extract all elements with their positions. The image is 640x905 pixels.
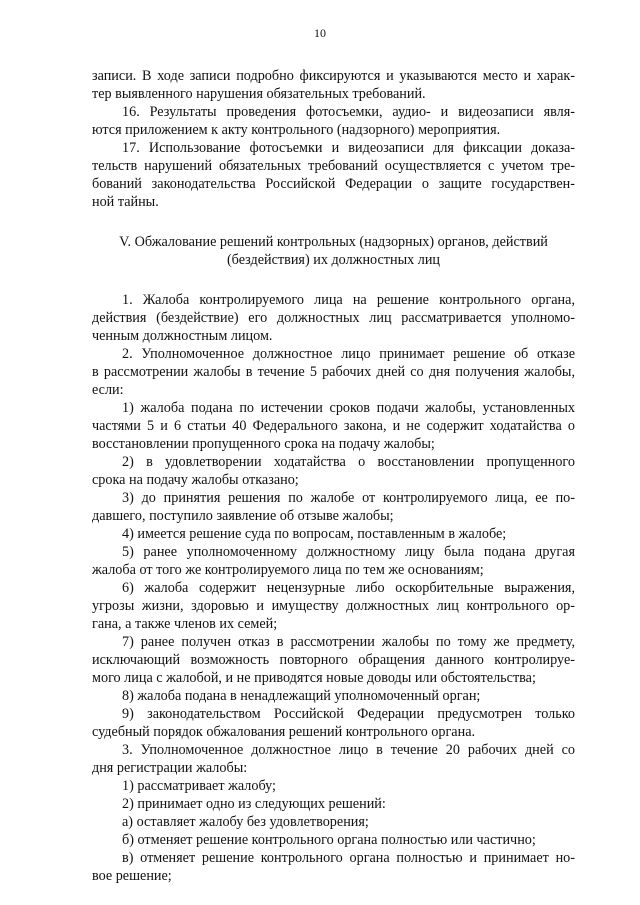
text-line: тельств нарушений обязательных требований осуществляется с учетом тре- <box>92 158 575 174</box>
text-line: срока на подачу жалобы отказано; <box>92 472 299 488</box>
text-line: 3) до принятия решения по жалобе от контролируемого лица, ее по- <box>122 490 575 506</box>
paragraph <box>92 705 575 741</box>
paragraph <box>92 67 575 103</box>
paragraph <box>92 633 575 687</box>
text-line: 2) в удовлетворении ходатайства о восстановлении пропущенного <box>122 454 575 470</box>
text-line: в рассмотрении жалобы в течение 5 рабочих дней со дня получения жалобы, <box>92 364 575 380</box>
text-line: 16. Результаты проведения фотосъемки, аудио- и видеозаписи явля- <box>122 104 575 120</box>
text-line: 17. Использование фотосъемки и видеозаписи для фиксации доказа- <box>122 140 575 156</box>
paragraph <box>92 687 575 705</box>
paragraph <box>92 139 575 211</box>
text-line: 4) имеется решение суда по вопросам, поставленным в жалобе; <box>122 526 507 542</box>
paragraph <box>92 813 575 831</box>
text-line: тер выявленного нарушения обязательных требований. <box>92 86 426 102</box>
text-line: мого лица с жалобой, и не приводятся новые доводы или обстоятельства; <box>92 670 536 686</box>
text-line: 2. Уполномоченное должностное лицо принимает решение об отказе <box>122 346 575 362</box>
text-line: ченным должностным лицом. <box>92 328 273 344</box>
text-line: а) оставляет жалобу без удовлетворения; <box>122 814 369 830</box>
text-line: давшего, поступило заявление об отзыве жалобы; <box>92 508 394 524</box>
text-line: восстановлении пропущенного срока на подачу жалобы; <box>92 436 435 452</box>
text-line: б) отменяет решение контрольного органа полностью или частично; <box>122 832 536 848</box>
text-line: 2) принимает одно из следующих решений: <box>122 796 386 812</box>
text-line: 3. Уполномоченное должностное лицо в течение 20 рабочих дней со <box>122 742 575 758</box>
text-line: гана, а также членов их семей; <box>92 616 278 632</box>
text-line: 1. Жалоба контролируемого лица на решение контрольного органа, <box>122 292 575 308</box>
page-number: 10 <box>314 26 326 40</box>
text-line: ной тайны. <box>92 194 159 210</box>
paragraph <box>92 543 575 579</box>
text-line: 7) ранее получен отказ в рассмотрении жалобы по тому же предмету, <box>122 634 575 650</box>
text-line: 9) законодательством Российской Федерации предусмотрен только <box>122 706 575 722</box>
paragraph <box>92 291 575 345</box>
text-line: судебный порядок обжалования решений контрольного органа. <box>92 724 476 740</box>
text-line: 5) ранее уполномоченному должностному лицу была подана другая <box>122 544 575 560</box>
paragraph <box>92 795 575 813</box>
text-line: ются приложением к акту контрольного (надзорного) мероприятия. <box>92 122 501 138</box>
text-line: исключающий возможность повторного обращения данного контролируе- <box>92 652 575 668</box>
section-heading <box>92 233 575 269</box>
text-line: действия (бездействие) его должностных лиц рассматривается уполномо- <box>92 310 575 326</box>
text-line: жалоба от того же контролируемого лица по тем же основаниям; <box>92 562 484 578</box>
text-line: в) отменяет решение контрольного органа полностью и принимает но- <box>122 850 575 866</box>
paragraph <box>92 103 575 139</box>
paragraph <box>92 345 575 399</box>
text-line: 1) жалоба подана по истечении сроков подачи жалобы, установленных <box>122 400 575 416</box>
paragraph <box>92 849 575 885</box>
text-line: 6) жалоба содержит нецензурные либо оскорбительные выражения, <box>122 580 575 596</box>
paragraph <box>92 831 575 849</box>
text-line: вое решение; <box>92 868 172 884</box>
paragraph <box>92 399 575 453</box>
spacer <box>92 211 575 233</box>
paragraph <box>92 579 575 633</box>
text-line: (бездействия) их должностных лиц <box>226 252 441 268</box>
text-line: частями 5 и 6 статьи 40 Федерального закона, и не содержит ходатайства о <box>92 418 575 434</box>
text-line: 1) рассматривает жалобу; <box>122 778 276 794</box>
text-line: угрозы жизни, здоровью и имуществу должностных лиц контрольного ор- <box>92 598 575 614</box>
text-line: если: <box>92 382 124 398</box>
text-line: 8) жалоба подана в ненадлежащий уполномоченный орган; <box>122 688 481 704</box>
text-line: бований законодательства Российской Федерации о защите государствен- <box>92 176 575 192</box>
spacer <box>92 269 575 291</box>
paragraph <box>92 453 575 489</box>
paragraph <box>92 741 575 777</box>
paragraph <box>92 777 575 795</box>
text-line: дня регистрации жалобы: <box>92 760 248 776</box>
document-body <box>92 67 575 885</box>
text-line: V. Обжалование решений контрольных (надзорных) органов, действий <box>119 234 548 250</box>
text-line: записи. В ходе записи подробно фиксируются и указываются место и харак- <box>92 68 575 84</box>
paragraph <box>92 525 575 543</box>
paragraph <box>92 489 575 525</box>
